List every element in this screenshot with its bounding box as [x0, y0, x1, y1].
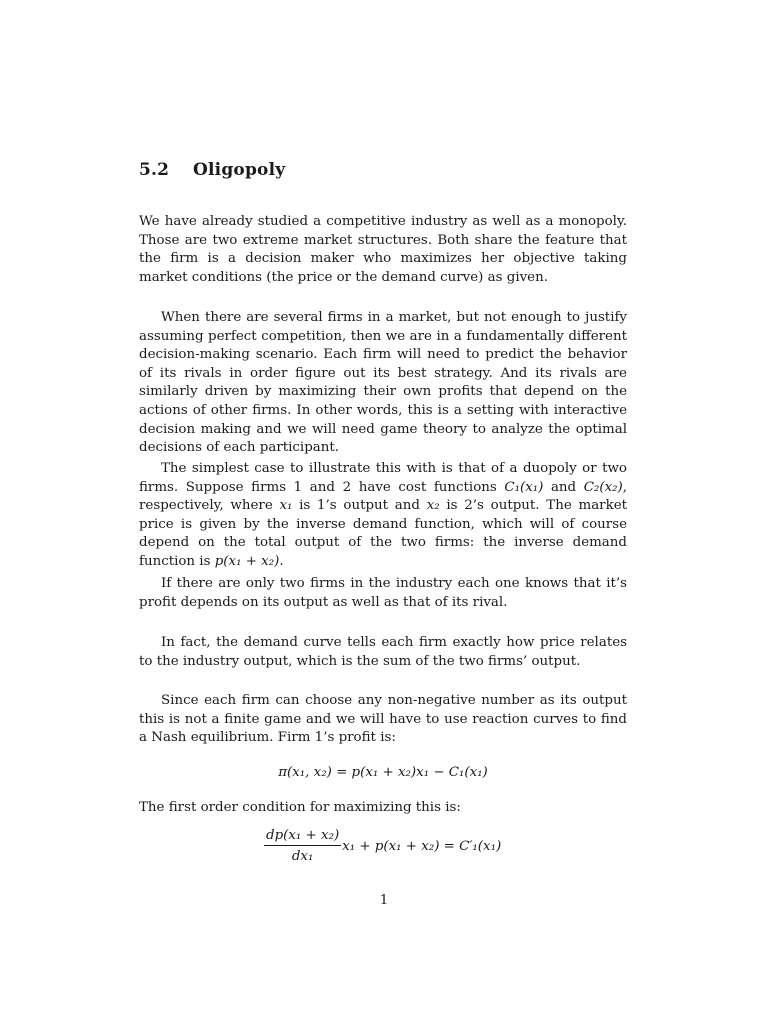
- paragraph-nash: Since each firm can choose any non-negative number as its output this is not a finite game and we will have to use reaction curves to find a Nash equilibrium. Firm 1’s profit is:: [139, 693, 627, 746]
- paragraph-intro: We have already studied a competitive industry as well as a monopoly. Those are two extreme market structures. Both share the feature that the firm is a decision maker who maximizes her objective taking market conditions (the price or the demand curve) as given.: [139, 214, 627, 285]
- duopoly-text-2: and: [543, 479, 584, 495]
- section-heading: [139, 160, 285, 180]
- paragraph-foc-intro: The first order condition for maximizing this is:: [139, 800, 461, 815]
- equation-foc-numerator: dp(x₁ + x₂): [264, 828, 341, 846]
- math-cost-1: C₁(x₁): [504, 479, 544, 495]
- duopoly-text-6: .: [279, 553, 284, 569]
- math-x1: x₁: [279, 498, 293, 514]
- math-x2: x₂: [426, 498, 440, 514]
- equation-foc-rest: x₁ + p(x₁ + x₂) = C′₁(x₁): [342, 838, 502, 854]
- paragraph-several-firms: When there are several firms in a market, but not enough to justify assuming perfect competition, then we are in a fundamentally different decision-making scenario. Each firm will need to predict the behavior of its rivals in order figure out its best strategy. And its rivals are similarly driven by maximizing their own profits that depend on the actions of other firms. In other words, this is a setting with interactive decision making and we will need game theory to analyze the optimal decisions of each participant.: [139, 310, 627, 456]
- paragraph-duopoly: [139, 460, 627, 572]
- section-title: Oligopoly: [193, 160, 286, 180]
- math-inverse-demand: p(x₁ + x₂): [214, 553, 280, 569]
- equation-foc: [264, 828, 501, 864]
- duopoly-text-3: , respectively, where: [139, 479, 627, 514]
- equation-foc-fraction: [264, 828, 341, 864]
- equation-profit-text: π(x₁, x₂) = p(x₁ + x₂)x₁ − C₁(x₁): [278, 765, 488, 780]
- paragraph-demand-curve: In fact, the demand curve tells each firm exactly how price relates to the industry output, which is the sum of the two firms’ output.: [139, 635, 627, 669]
- duopoly-text-1: The simplest case to illustrate this with is that of a duopoly or two firms. Suppose firms 1 and 2 have cost functions: [139, 461, 627, 495]
- equation-profit: [139, 765, 627, 780]
- paragraph-two-firms: If there are only two firms in the industry each one knows that it’s profit depends on its output as well as that of its rival.: [139, 576, 627, 610]
- page-number: 1: [379, 893, 389, 908]
- duopoly-text-5: is 2’s output. The market price is given by the inverse demand function, which will of course depend on the total output of the two firms: the inverse demand function is: [139, 498, 627, 569]
- math-cost-2: C₂(x₂): [583, 479, 623, 495]
- duopoly-text-4: is 1’s output and: [292, 498, 427, 514]
- equation-foc-denominator: dx₁: [291, 849, 314, 864]
- section-number: 5.2: [139, 160, 170, 180]
